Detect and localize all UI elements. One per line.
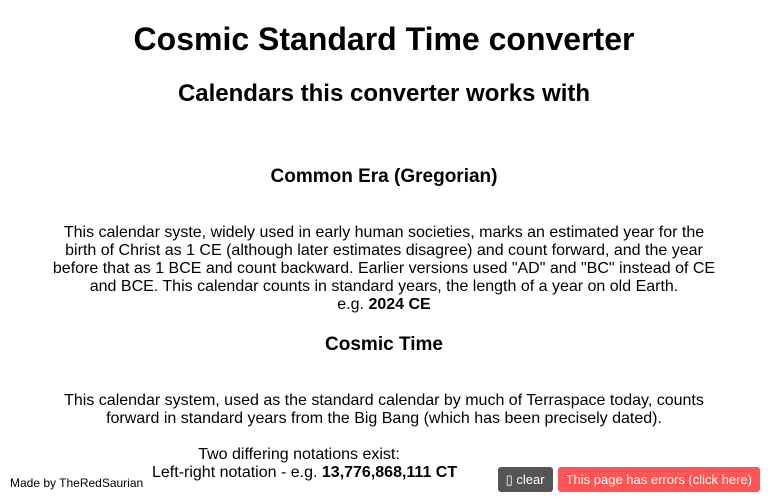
page-title: Cosmic Standard Time converter: [133, 21, 635, 57]
errors-button[interactable]: This page has errors (click here): [558, 467, 760, 492]
made-by-credit: Made by TheRedSaurian: [10, 476, 144, 490]
calendar-description-ce: This calendar syste, widely used in early human societies, marks an estimated year for the birth of Christ as 1 CE (although later estimates disagree) and count forward, and the year before that as 1 BCE and count backward. Earlier versions used "AD" and "BC" instead of CE and BCE. This calendar counts in standard years, the length of a year on old Earth.: [52, 224, 716, 295]
calendar-title-ce: Common Era (Gregorian): [270, 166, 498, 187]
page-subtitle: Calendars this converter works with: [177, 80, 591, 107]
calendar-example-ce: e.g. 2024 CE: [337, 296, 431, 313]
notations-intro: Two differing notations exist:: [198, 446, 400, 463]
calendar-title-ct: Cosmic Time: [325, 334, 443, 355]
left-right-example: Left-right notation - e.g. 13,776,868,111 CT: [152, 464, 458, 481]
calendar-description-ct: This calendar system, used as the standard calendar by much of Terraspace today, counts forward in standard years from the Big Bang (which has been precisely dated).: [64, 392, 704, 427]
clear-button[interactable]: ▯ clear: [498, 467, 553, 492]
